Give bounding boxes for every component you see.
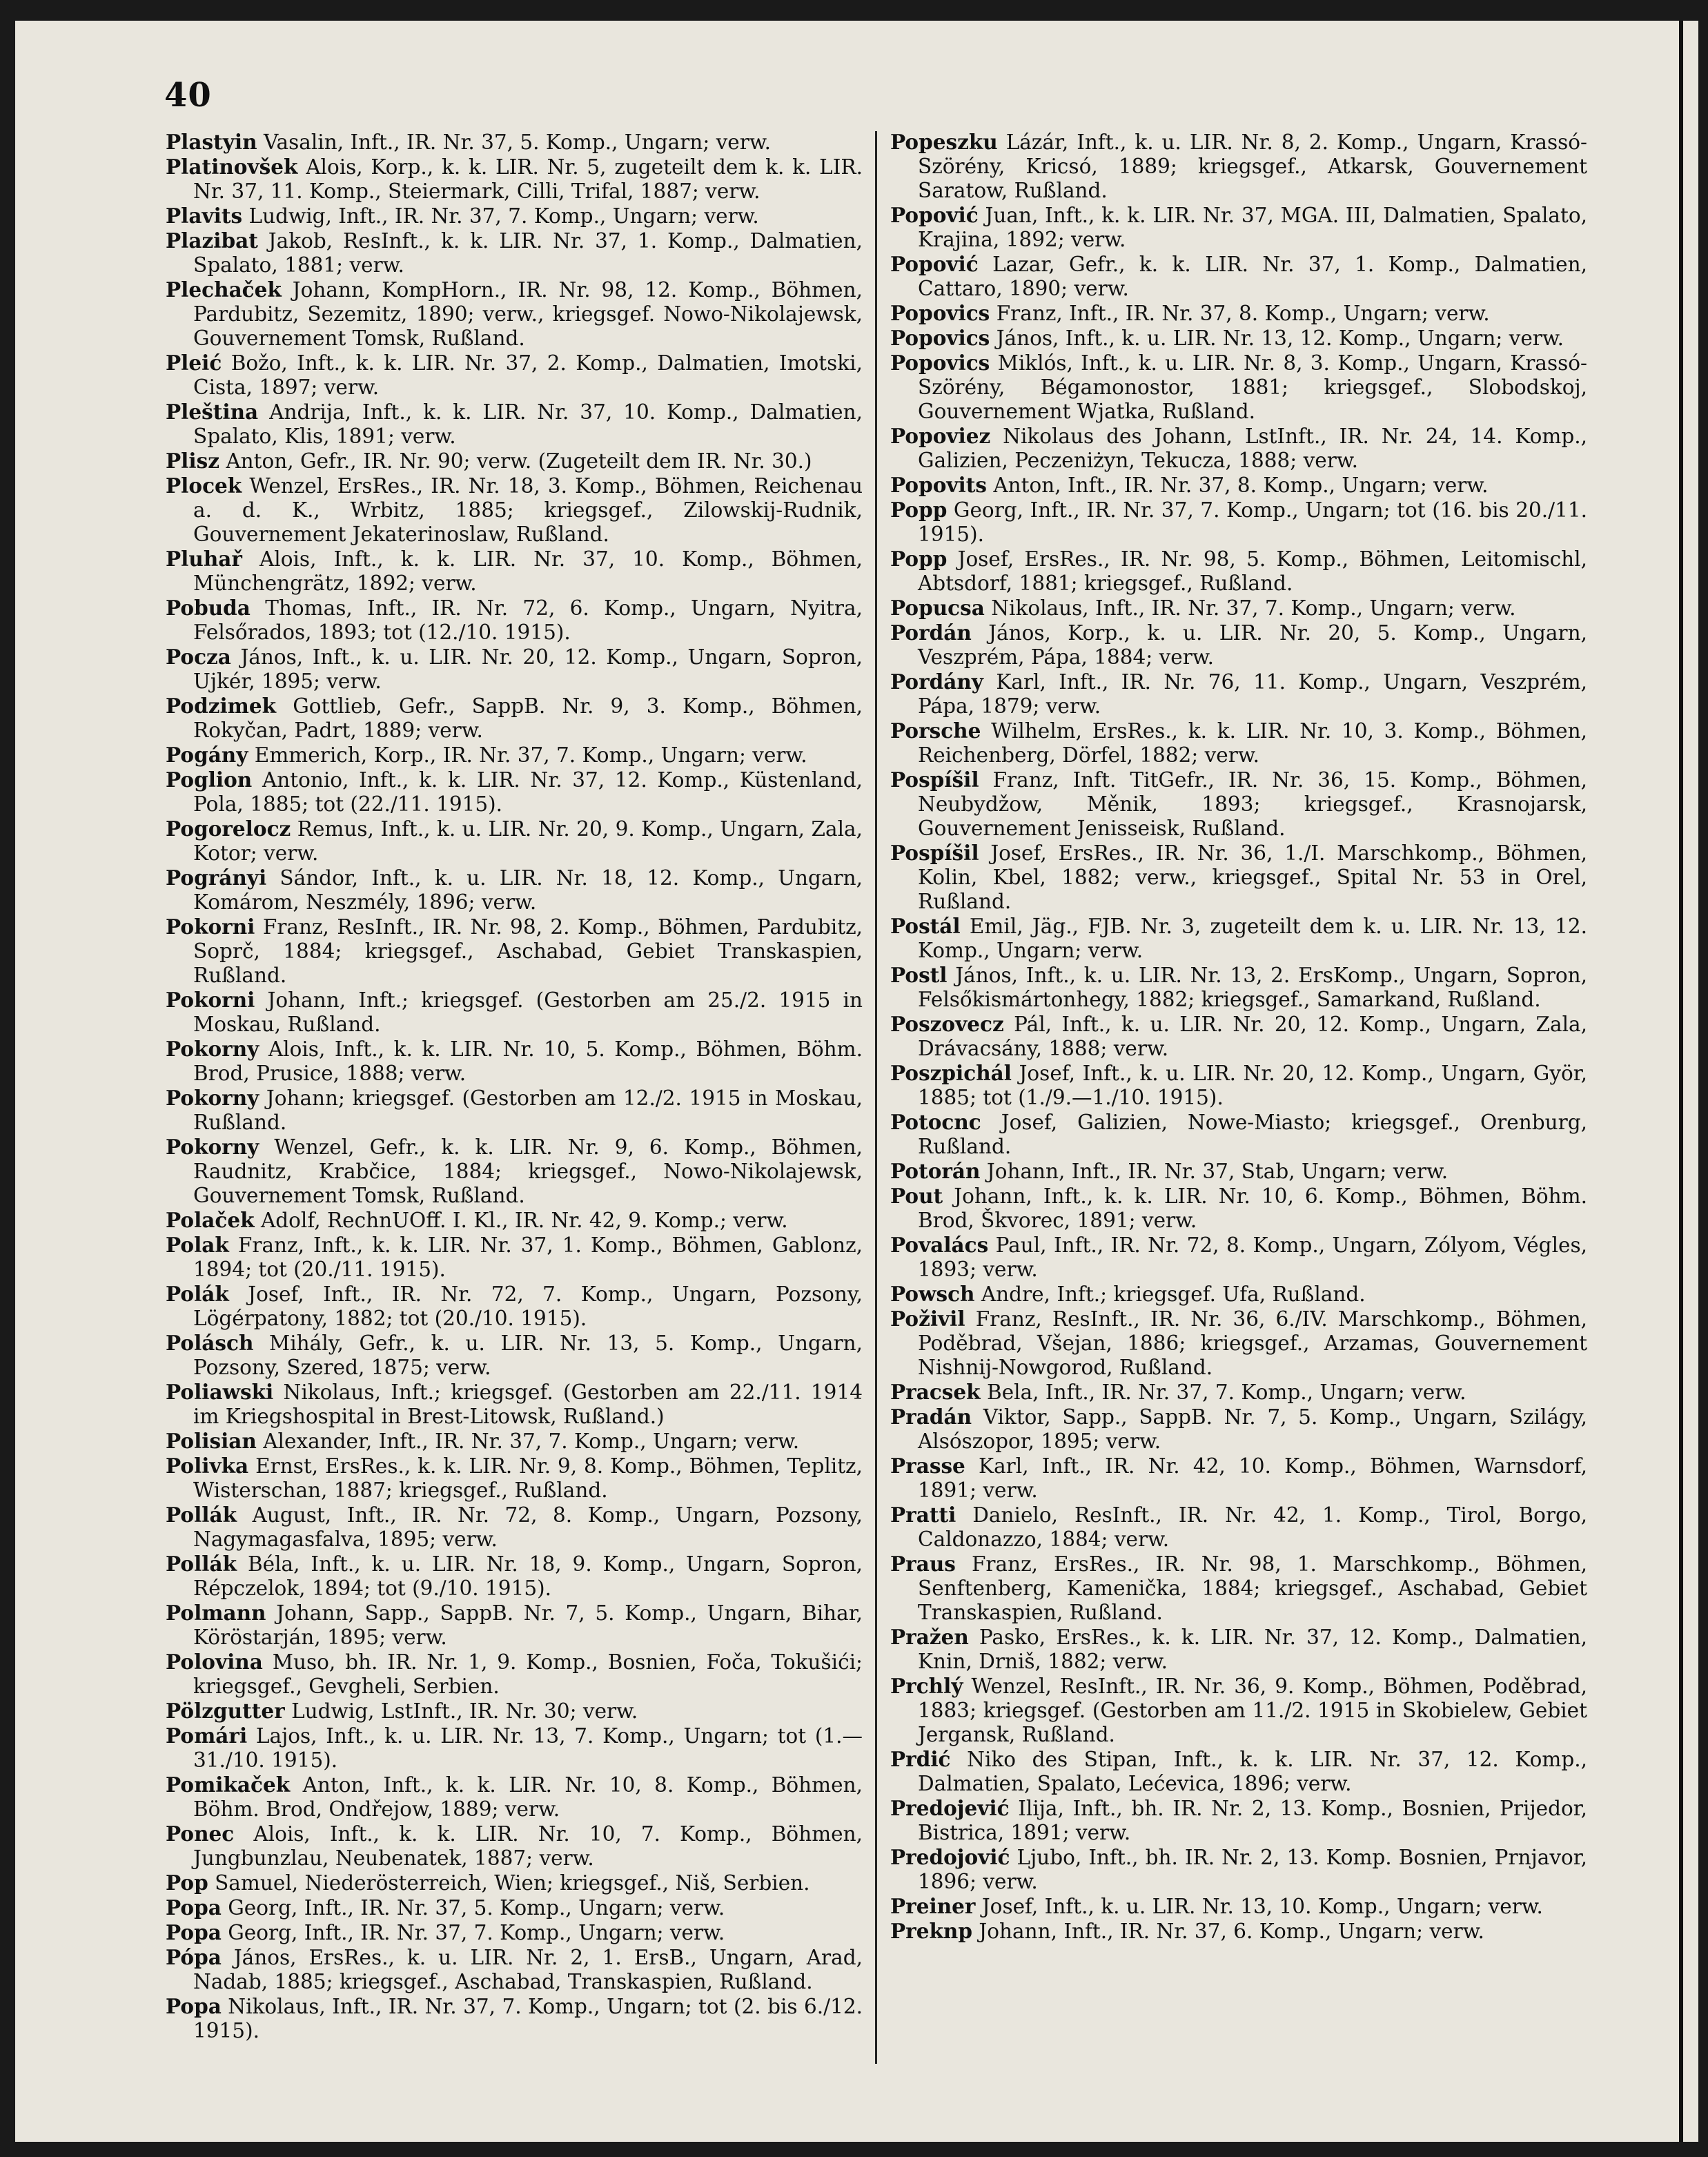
entry-surname: Poszpichál xyxy=(890,1061,1012,1085)
entry-details: Pasko, ErsRes., k. k. LIR. Nr. 37, 12. Komp., Dalmatien, Knin, Drniš, 1882; verw. xyxy=(918,1626,1587,1673)
right-column xyxy=(890,130,1587,1944)
entry-surname: Plastyin xyxy=(166,130,257,154)
entry-surname: Pratti xyxy=(890,1503,956,1527)
entry-details: Franz, ResInft., IR. Nr. 98, 2. Komp., Böhmen, Pardubitz, Soprč, 1884; kriegsgef., Aschabad, Gebiet Transkaspien, Rußland. xyxy=(193,915,863,987)
register-entry xyxy=(890,326,1587,351)
entry-surname: Pollák xyxy=(166,1552,237,1576)
register-entry xyxy=(166,204,863,228)
entry-details: Ernst, ErsRes., k. k. LIR. Nr. 9, 8. Komp., Böhmen, Teplitz, Wisterschan, 1887; kriegsgef., Rußland. xyxy=(193,1454,863,1502)
entry-surname: Pražen xyxy=(890,1625,969,1649)
register-entry xyxy=(890,547,1587,596)
entry-details: Nikolaus, Inft., IR. Nr. 37, 7. Komp., Ungarn; tot (2. bis 6./12. 1915). xyxy=(193,1995,863,2042)
entry-details: Alois, Inft., k. k. LIR. Nr. 10, 7. Komp., Böhmen, Jungbunzlau, Neubenatek, 1887; verw. xyxy=(193,1822,863,1870)
entry-details: Bela, Inft., IR. Nr. 37, 7. Komp., Ungarn; verw. xyxy=(987,1380,1466,1404)
register-entry xyxy=(890,1233,1587,1282)
entry-details: Georg, Inft., IR. Nr. 37, 7. Komp., Ungarn; tot (16. bis 20./11. 1915). xyxy=(918,498,1587,546)
entry-details: Danielo, ResInft., IR. Nr. 42, 1. Komp., Tirol, Borgo, Caldonazzo, 1884; verw. xyxy=(918,1503,1587,1551)
entry-details: Johann, Inft., IR. Nr. 37, 6. Komp., Ungarn; verw. xyxy=(979,1920,1484,1943)
register-entry xyxy=(166,1503,863,1552)
entry-details: Anton, Inft., IR. Nr. 37, 8. Komp., Ungarn; verw. xyxy=(993,474,1489,497)
entry-details: Nikolaus des Johann, LstInft., IR. Nr. 24, 14. Komp., Galizien, Peczeniżyn, Tekucza, 1888; verw. xyxy=(918,424,1587,472)
entry-surname: Popoviez xyxy=(890,424,991,448)
entry-surname: Ponec xyxy=(166,1822,235,1846)
entry-surname: Polak xyxy=(166,1233,229,1257)
register-entry xyxy=(166,645,863,694)
register-entry xyxy=(166,1552,863,1601)
entry-surname: Pluhař xyxy=(166,547,242,571)
entry-surname: Postl xyxy=(890,963,948,987)
register-entry xyxy=(890,1919,1587,1944)
entry-details: Anton, Gefr., IR. Nr. 90; verw. (Zugeteilt dem IR. Nr. 30.) xyxy=(226,449,812,473)
entry-surname: Popovics xyxy=(890,351,990,375)
entry-details: Johann, KompHorn., IR. Nr. 98, 12. Komp., Böhmen, Pardubitz, Sezemitz, 1890; verw., kriegsgef. Nowo-Nikolajewsk, Gouvernement Tomsk, Rußland. xyxy=(193,278,863,350)
entry-surname: Prdić xyxy=(890,1747,951,1771)
register-entry xyxy=(890,130,1587,203)
register-entry xyxy=(166,817,863,866)
entry-surname: Polivka xyxy=(166,1454,249,1478)
entry-surname: Poliawski xyxy=(166,1380,274,1404)
entry-details: Miklós, Inft., k. u. LIR. Nr. 8, 3. Komp., Ungarn, Krassó-Szörény, Bégamonostor, 1881; kriegsgef., Slobodskoj, Gouvernement Wjatka, Rußland. xyxy=(918,351,1587,423)
page-number: 40 xyxy=(164,76,212,115)
entry-details: Wenzel, ErsRes., IR. Nr. 18, 3. Komp., Böhmen, Reichenau a. d. K., Wrbitz, 1885; kriegsgef., Zilowskij-Rudnik, Gouvernement Jekaterinoslaw, Rußland. xyxy=(193,474,863,546)
register-entry xyxy=(166,130,863,155)
register-entry xyxy=(890,252,1587,301)
register-entry xyxy=(166,351,863,400)
entry-surname: Preknp xyxy=(890,1919,973,1943)
entry-surname: Popa xyxy=(166,1920,222,1944)
entry-details: Adolf, RechnUOff. I. Kl., IR. Nr. 42, 9. Komp.; verw. xyxy=(260,1209,788,1232)
entry-surname: Polák xyxy=(166,1282,229,1306)
register-entry xyxy=(890,1405,1587,1454)
register-entry xyxy=(166,277,863,351)
register-entry xyxy=(166,1650,863,1699)
entry-surname: Povalács xyxy=(890,1233,989,1257)
register-entry xyxy=(890,1282,1587,1307)
entry-surname: Pordány xyxy=(890,670,983,694)
register-entry xyxy=(166,1282,863,1331)
entry-surname: Pogrányi xyxy=(166,866,267,890)
entry-surname: Podzimek xyxy=(166,694,277,718)
entry-details: Alois, Inft., k. k. LIR. Nr. 10, 5. Komp., Böhmen, Böhm. Brod, Prusice, 1888; verw. xyxy=(193,1037,863,1085)
register-entry xyxy=(890,1552,1587,1625)
entry-surname: Polovina xyxy=(166,1650,263,1674)
register-entry xyxy=(166,1380,863,1429)
entry-surname: Pokorni xyxy=(166,988,255,1012)
entry-surname: Pordán xyxy=(890,621,972,645)
register-entry xyxy=(166,988,863,1037)
register-entry xyxy=(166,1454,863,1503)
entry-details: Béla, Inft., k. u. LIR. Nr. 18, 9. Komp., Ungarn, Sopron, Répczelok, 1894; tot (9./10. 1915). xyxy=(193,1552,863,1600)
register-entry xyxy=(166,596,863,645)
scan-border-bottom xyxy=(0,2142,1708,2157)
register-entry xyxy=(166,768,863,817)
entry-surname: Pospíšil xyxy=(890,841,979,865)
entry-details: Remus, Inft., k. u. LIR. Nr. 20, 9. Komp., Ungarn, Zala, Kotor; verw. xyxy=(193,817,863,865)
register-entry xyxy=(166,1331,863,1380)
register-entry xyxy=(166,1945,863,1994)
register-entry xyxy=(166,1135,863,1208)
entry-details: Mihály, Gefr., k. u. LIR. Nr. 13, 5. Komp., Ungarn, Pozsony, Szered, 1875; verw. xyxy=(193,1331,863,1379)
entry-details: Alois, Korp., k. k. LIR. Nr. 5, zugeteilt dem k. k. LIR. Nr. 37, 11. Komp., Steiermark, Cilli, Trifal, 1887; verw. xyxy=(193,155,863,203)
entry-details: Wenzel, ResInft., IR. Nr. 36, 9. Komp., Böhmen, Poděbrad, 1883; kriegsgef. (Gestorben am 11./2. 1915 in Skobielew, Gebiet Jergansk, Rußland. xyxy=(918,1675,1587,1746)
register-entry xyxy=(166,228,863,277)
scan-border-left xyxy=(0,0,15,2157)
entry-surname: Pleić xyxy=(166,351,222,375)
entry-details: Thomas, Inft., IR. Nr. 72, 6. Komp., Ungarn, Nyitra, Felsőrados, 1893; tot (12./10. 1915). xyxy=(193,596,863,644)
entry-surname: Postál xyxy=(890,914,961,938)
entry-details: János, Korp., k. u. LIR. Nr. 20, 5. Komp., Ungarn, Veszprém, Pápa, 1884; verw. xyxy=(918,621,1587,669)
left-column xyxy=(166,130,863,2043)
entry-surname: Pop xyxy=(166,1871,208,1895)
entry-details: Johann, Inft., IR. Nr. 37, Stab, Ungarn; verw. xyxy=(986,1160,1449,1183)
entry-details: August, Inft., IR. Nr. 72, 8. Komp., Ungarn, Pozsony, Nagymagasfalva, 1895; verw. xyxy=(193,1503,863,1551)
entry-details: Niko des Stipan, Inft., k. k. LIR. Nr. 37, 12. Komp., Dalmatien, Spalato, Lećevica, 1896; verw. xyxy=(918,1748,1587,1795)
register-entry xyxy=(890,1796,1587,1845)
column-divider xyxy=(875,131,877,2064)
entry-surname: Plechaček xyxy=(166,277,282,302)
entry-details: János, ErsRes., k. u. LIR. Nr. 2, 1. ErsB., Ungarn, Arad, Nadab, 1885; kriegsgef., Aschabad, Transkaspien, Rußland. xyxy=(193,1946,863,1993)
entry-surname: Prasse xyxy=(890,1454,965,1478)
entry-surname: Popeszku xyxy=(890,130,998,154)
register-entry xyxy=(166,1208,863,1233)
entry-details: Lázár, Inft., k. u. LIR. Nr. 8, 2. Komp., Ungarn, Krassó-Szörény, Kricsó, 1889; kriegsgef., Atkarsk, Gouvernement Saratow, Rußland. xyxy=(918,130,1587,202)
register-entry xyxy=(890,670,1587,719)
entry-details: Josef, ErsRes., IR. Nr. 36, 1./I. Marschkomp., Böhmen, Kolin, Kbel, 1882; verw., kriegsgef., Spital Nr. 53 in Orel, Rußland. xyxy=(918,841,1587,913)
register-entry xyxy=(890,1747,1587,1796)
entry-surname: Popovics xyxy=(890,326,990,350)
entry-details: Franz, Inft., IR. Nr. 37, 8. Komp., Ungarn; verw. xyxy=(996,302,1490,325)
register-entry xyxy=(166,1037,863,1086)
entry-surname: Popović xyxy=(890,252,979,276)
register-entry xyxy=(890,1894,1587,1919)
register-entry xyxy=(890,473,1587,498)
entry-details: Franz, ErsRes., IR. Nr. 98, 1. Marschkomp., Böhmen, Senftenberg, Kamenička, 1884; kriegsgef., Aschabad, Gebiet Transkaspien, Rußland. xyxy=(918,1552,1587,1624)
entry-surname: Popucsa xyxy=(890,596,985,620)
register-entry xyxy=(166,400,863,449)
entry-surname: Popovics xyxy=(890,301,990,325)
entry-surname: Pokorny xyxy=(166,1086,259,1110)
entry-details: Viktor, Sapp., SappB. Nr. 7, 5. Komp., Ungarn, Szilágy, Alsószopor, 1895; verw. xyxy=(918,1405,1587,1453)
entry-details: Anton, Inft., k. k. LIR. Nr. 10, 8. Komp., Böhmen, Böhm. Brod, Ondřejow, 1889; verw. xyxy=(193,1773,863,1821)
entry-details: Josef, ErsRes., IR. Nr. 98, 5. Komp., Böhmen, Leitomischl, Abtsdorf, 1881; kriegsgef., Rußland. xyxy=(918,547,1587,595)
register-entry xyxy=(166,1724,863,1773)
entry-surname: Potorán xyxy=(890,1159,981,1183)
entry-surname: Pocza xyxy=(166,645,231,669)
entry-details: Juan, Inft., k. k. LIR. Nr. 37, MGA. III, Dalmatien, Spalato, Krajina, 1892; verw. xyxy=(918,204,1587,251)
register-entry xyxy=(890,963,1587,1012)
entry-details: Wilhelm, ErsRes., k. k. LIR. Nr. 10, 3. Komp., Böhmen, Reichenberg, Dörfel, 1882; verw. xyxy=(918,719,1587,767)
entry-surname: Popovits xyxy=(890,473,987,497)
entry-details: János, Inft., k. u. LIR. Nr. 13, 12. Komp., Ungarn; verw. xyxy=(996,326,1564,350)
page-edge-rule xyxy=(1679,21,1683,2142)
entry-surname: Powsch xyxy=(890,1282,975,1306)
entry-details: Lazar, Gefr., k. k. LIR. Nr. 37, 1. Komp., Dalmatien, Cattaro, 1890; verw. xyxy=(918,253,1587,300)
register-entry xyxy=(166,1699,863,1724)
entry-surname: Pomári xyxy=(166,1724,248,1748)
entry-surname: Prchlý xyxy=(890,1674,963,1698)
entry-details: Josef, Inft., k. u. LIR. Nr. 20, 12. Komp., Ungarn, Györ, 1885; tot (1./9.—1./10. 1915). xyxy=(918,1062,1587,1109)
entry-details: Johann, Inft., k. k. LIR. Nr. 10, 6. Komp., Böhmen, Böhm. Brod, Škvorec, 1891; verw. xyxy=(918,1184,1587,1232)
entry-surname: Pradán xyxy=(890,1405,972,1429)
register-entry xyxy=(890,1110,1587,1159)
entry-details: Sándor, Inft., k. u. LIR. Nr. 18, 12. Komp., Ungarn, Komárom, Neszmély, 1896; verw. xyxy=(193,866,863,914)
entry-details: Emil, Jäg., FJB. Nr. 3, zugeteilt dem k. u. LIR. Nr. 13, 12. Komp., Ungarn; verw. xyxy=(918,915,1587,962)
entry-details: János, Inft., k. u. LIR. Nr. 20, 12. Komp., Ungarn, Sopron, Ujkér, 1895; verw. xyxy=(193,645,863,693)
register-entry xyxy=(166,1773,863,1822)
entry-details: Ludwig, Inft., IR. Nr. 37, 7. Komp., Ungarn; verw. xyxy=(248,204,759,228)
register-entry xyxy=(890,1674,1587,1747)
entry-surname: Preiner xyxy=(890,1894,976,1918)
entry-details: Emmerich, Korp., IR. Nr. 37, 7. Komp., Ungarn; verw. xyxy=(254,743,807,767)
entry-details: Muso, bh. IR. Nr. 1, 9. Komp., Bosnien, Foča, Tokušići; kriegsgef., Gevgheli, Serbien. xyxy=(193,1650,863,1698)
register-entry xyxy=(166,694,863,743)
entry-surname: Pollák xyxy=(166,1503,237,1527)
entry-surname: Pópa xyxy=(166,1945,222,1969)
entry-surname: Porsche xyxy=(890,719,981,743)
entry-surname: Plavits xyxy=(166,204,243,228)
register-entry xyxy=(166,1601,863,1650)
register-entry xyxy=(890,719,1587,768)
entry-surname: Polmann xyxy=(166,1601,266,1625)
register-entry xyxy=(166,1822,863,1871)
entry-surname: Pout xyxy=(890,1184,943,1208)
entry-surname: Potocnc xyxy=(890,1110,981,1134)
register-entry xyxy=(890,1380,1587,1405)
register-entry xyxy=(166,1429,863,1454)
entry-details: János, Inft., k. u. LIR. Nr. 13, 2. ErsKomp., Ungarn, Sopron, Felsőkismártonhegy, 1882; kriegsgef., Samarkand, Rußland. xyxy=(918,964,1587,1011)
entry-surname: Poživil xyxy=(890,1307,965,1331)
entry-details: Gottlieb, Gefr., SappB. Nr. 9, 3. Komp., Böhmen, Rokyčan, Padrt, 1889; verw. xyxy=(193,694,863,742)
entry-details: Ilija, Inft., bh. IR. Nr. 2, 13. Komp., Bosnien, Prijedor, Bistrica, 1891; verw. xyxy=(918,1797,1587,1844)
register-entry xyxy=(890,1454,1587,1503)
entry-details: Franz, Inft. TitGefr., IR. Nr. 36, 15. Komp., Böhmen, Neubydžow, Měnik, 1893; kriegsgef., Krasnojarsk, Gouvernement Jenisseisk, Rußland. xyxy=(918,768,1587,840)
entry-surname: Praus xyxy=(890,1552,956,1576)
entry-surname: Pokorni xyxy=(166,915,255,939)
entry-details: Josef, Inft., IR. Nr. 72, 7. Komp., Ungarn, Pozsony, Lögérpatony, 1882; tot (20./10. 1915). xyxy=(193,1282,863,1330)
entry-surname: Pobuda xyxy=(166,596,251,620)
entry-surname: Pokorny xyxy=(166,1135,259,1159)
entry-details: Josef, Galizien, Nowe-Miasto; kriegsgef., Orenburg, Rußland. xyxy=(918,1111,1587,1158)
entry-details: Josef, Inft., k. u. LIR. Nr. 13, 10. Komp., Ungarn; verw. xyxy=(981,1895,1543,1918)
register-entry xyxy=(890,841,1587,914)
register-entry xyxy=(166,547,863,596)
entry-surname: Polaček xyxy=(166,1208,255,1232)
entry-details: Andrija, Inft., k. k. LIR. Nr. 37, 10. Komp., Dalmatien, Spalato, Klis, 1891; verw. xyxy=(193,400,863,448)
register-entry xyxy=(890,1625,1587,1674)
register-entry xyxy=(890,768,1587,841)
register-entry xyxy=(166,743,863,768)
register-entry xyxy=(166,1086,863,1135)
entry-surname: Pokorny xyxy=(166,1037,259,1061)
entry-surname: Polásch xyxy=(166,1331,254,1355)
entry-details: Johann, Sapp., SappB. Nr. 7, 5. Komp., Ungarn, Bihar, Köröstarján, 1895; verw. xyxy=(193,1601,863,1649)
entry-details: Georg, Inft., IR. Nr. 37, 5. Komp., Ungarn; verw. xyxy=(228,1896,725,1920)
register-entry xyxy=(890,596,1587,621)
register-entry xyxy=(166,1233,863,1282)
entry-surname: Predojević xyxy=(890,1796,1010,1820)
entry-surname: Pracsek xyxy=(890,1380,981,1404)
entry-details: Franz, Inft., k. k. LIR. Nr. 37, 1. Komp., Böhmen, Gablonz, 1894; tot (20./11. 1915). xyxy=(193,1233,863,1281)
register-entry xyxy=(890,1061,1587,1110)
entry-surname: Plocek xyxy=(166,474,242,498)
register-entry xyxy=(890,1012,1587,1061)
register-entry xyxy=(166,449,863,474)
entry-surname: Pomikaček xyxy=(166,1773,291,1797)
entry-details: Pál, Inft., k. u. LIR. Nr. 20, 12. Komp., Ungarn, Zala, Drávacsány, 1888; verw. xyxy=(918,1013,1587,1060)
entry-details: Alexander, Inft., IR. Nr. 37, 7. Komp., Ungarn; verw. xyxy=(263,1429,800,1453)
entry-surname: Poglion xyxy=(166,768,253,792)
entry-details: Wenzel, Gefr., k. k. LIR. Nr. 9, 6. Komp., Böhmen, Raudnitz, Krabčice, 1884; kriegsgef., Nowo-Nikolajewsk, Gouvernement Tomsk, Rußland. xyxy=(193,1135,863,1207)
entry-details: Božo, Inft., k. k. LIR. Nr. 37, 2. Komp., Dalmatien, Imotski, Cista, 1897; verw. xyxy=(193,351,863,399)
register-entry xyxy=(166,1895,863,1920)
entry-details: Johann, Inft.; kriegsgef. (Gestorben am 25./2. 1915 in Moskau, Rußland. xyxy=(193,988,863,1036)
scan-border-top xyxy=(0,0,1708,21)
entry-surname: Popović xyxy=(890,203,979,227)
register-entry xyxy=(890,351,1587,424)
register-entry xyxy=(166,155,863,204)
entry-surname: Popa xyxy=(166,1994,222,2018)
entry-details: Paul, Inft., IR. Nr. 72, 8. Komp., Ungarn, Zólyom, Végles, 1893; verw. xyxy=(918,1233,1587,1281)
register-entry xyxy=(890,301,1587,326)
register-entry xyxy=(890,203,1587,252)
entry-details: Lajos, Inft., k. u. LIR. Nr. 13, 7. Komp., Ungarn; tot (1.—31./10. 1915). xyxy=(193,1724,863,1772)
entry-details: Antonio, Inft., k. k. LIR. Nr. 37, 12. Komp., Küstenland, Pola, 1885; tot (22./11. 1915). xyxy=(193,768,863,816)
entry-details: Ludwig, LstInft., IR. Nr. 30; verw. xyxy=(291,1699,638,1723)
entry-details: Nikolaus, Inft.; kriegsgef. (Gestorben am 22./11. 1914 im Kriegshospital in Brest-Litowsk, Rußland.) xyxy=(193,1380,863,1428)
entry-surname: Pleština xyxy=(166,400,259,424)
entry-surname: Pospíšil xyxy=(890,768,979,792)
register-entry xyxy=(890,1184,1587,1233)
entry-surname: Popp xyxy=(890,498,948,522)
entry-details: Nikolaus, Inft., IR. Nr. 37, 7. Komp., Ungarn; verw. xyxy=(991,596,1516,620)
entry-surname: Polisian xyxy=(166,1429,257,1453)
entry-surname: Poszovecz xyxy=(890,1012,1004,1036)
register-entry xyxy=(166,866,863,915)
register-entry xyxy=(166,474,863,547)
register-entry xyxy=(890,621,1587,670)
entry-details: Ljubo, Inft., bh. IR. Nr. 2, 13. Komp. Bosnien, Prnjavor, 1896; verw. xyxy=(918,1846,1587,1893)
entry-surname: Pogorelocz xyxy=(166,817,291,841)
entry-details: Andre, Inft.; kriegsgef. Ufa, Rußland. xyxy=(981,1282,1366,1306)
entry-surname: Popa xyxy=(166,1895,222,1920)
scan-border-right xyxy=(1698,0,1708,2157)
register-entry xyxy=(166,915,863,988)
entry-surname: Plisz xyxy=(166,449,219,473)
register-entry xyxy=(166,1994,863,2043)
entry-details: Johann; kriegsgef. (Gestorben am 12./2. 1915 in Moskau, Rußland. xyxy=(193,1086,863,1134)
entry-surname: Predojović xyxy=(890,1845,1010,1869)
register-entry xyxy=(890,1845,1587,1894)
entry-surname: Plazibat xyxy=(166,228,258,253)
entry-details: Karl, Inft., IR. Nr. 42, 10. Komp., Böhmen, Warnsdorf, 1891; verw. xyxy=(918,1454,1587,1502)
register-entry xyxy=(890,498,1587,547)
entry-surname: Pogány xyxy=(166,743,248,767)
register-entry xyxy=(166,1871,863,1895)
entry-details: Samuel, Niederösterreich, Wien; kriegsgef., Niš, Serbien. xyxy=(215,1871,810,1895)
register-entry xyxy=(166,1920,863,1945)
register-entry xyxy=(890,914,1587,963)
entry-surname: Pölzgutter xyxy=(166,1699,285,1723)
entry-details: Alois, Inft., k. k. LIR. Nr. 37, 10. Komp., Böhmen, Münchengrätz, 1892; verw. xyxy=(193,547,863,595)
register-entry xyxy=(890,1159,1587,1184)
entry-details: Jakob, ResInft., k. k. LIR. Nr. 37, 1. Komp., Dalmatien, Spalato, 1881; verw. xyxy=(193,229,863,277)
register-entry xyxy=(890,1503,1587,1552)
entry-details: Vasalin, Inft., IR. Nr. 37, 5. Komp., Ungarn; verw. xyxy=(263,130,771,154)
entry-details: Georg, Inft., IR. Nr. 37, 7. Komp., Ungarn; verw. xyxy=(228,1921,725,1944)
entry-surname: Platinovšek xyxy=(166,155,298,179)
register-entry xyxy=(890,424,1587,473)
entry-surname: Popp xyxy=(890,547,948,571)
register-entry xyxy=(890,1307,1587,1380)
entry-details: Franz, ResInft., IR. Nr. 36, 6./IV. Marschkomp., Böhmen, Poděbrad, Všejan, 1886; kriegsgef., Arzamas, Gouvernement Nishnij-Nowgorod, Rußland. xyxy=(918,1307,1587,1379)
entry-details: Karl, Inft., IR. Nr. 76, 11. Komp., Ungarn, Veszprém, Pápa, 1879; verw. xyxy=(918,670,1587,718)
